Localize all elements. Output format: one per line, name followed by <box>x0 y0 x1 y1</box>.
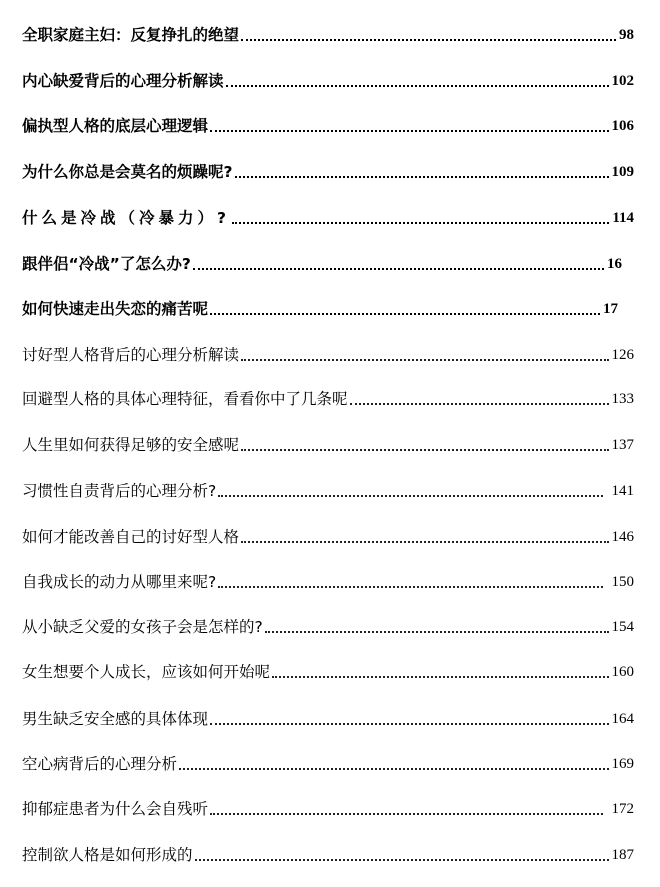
toc-entry-title: 人生里如何获得足够的安全感呢 <box>22 436 240 454</box>
toc-entry[interactable] <box>22 156 634 182</box>
toc-entry-page: 150 <box>611 574 634 590</box>
dot-leader <box>272 676 608 678</box>
toc-entry-page: 106 <box>611 118 634 134</box>
toc-entry-title: 从小缺乏父爱的女孩子会是怎样的? <box>22 618 263 636</box>
toc-entry-title: 跟伴侣“冷战”了怎么办? <box>22 255 191 273</box>
dot-leader <box>235 176 609 178</box>
toc-entry-title: 男生缺乏安全感的具体体现 <box>22 710 209 728</box>
toc-entry[interactable] <box>22 383 634 409</box>
toc-entry-page: 146 <box>611 529 634 545</box>
toc-entry[interactable] <box>22 566 634 592</box>
toc-entry-page: 98 <box>619 27 634 43</box>
dot-leader <box>232 222 609 224</box>
toc-entry-title: 女生想要个人成长，应该如何开始呢 <box>22 663 271 681</box>
toc-entry-title: 偏执型人格的底层心理逻辑 <box>22 117 209 135</box>
toc-entry[interactable] <box>22 429 634 455</box>
toc-entry-title: 控制欲人格是如何形成的 <box>22 846 193 864</box>
toc-entry[interactable] <box>22 793 634 819</box>
toc-entry-page: 160 <box>611 664 634 680</box>
toc-entry-page: 126 <box>611 347 634 363</box>
dot-leader <box>210 813 602 815</box>
dot-leader <box>241 359 608 361</box>
toc-entry-title: 讨好型人格背后的心理分析解读 <box>22 346 240 364</box>
dot-leader <box>241 541 608 543</box>
toc-entry[interactable] <box>22 521 634 547</box>
toc-entry-page: 17 <box>603 301 618 317</box>
dot-leader <box>193 268 604 270</box>
dot-leader <box>218 586 602 588</box>
toc-entry-title: 空心病背后的心理分析 <box>22 755 178 773</box>
toc-entry-title: 全职家庭主妇：反复挣扎的绝望 <box>22 26 240 44</box>
toc-entry-page: 169 <box>611 756 634 772</box>
dot-leader <box>265 631 609 633</box>
toc-entry[interactable] <box>22 475 634 501</box>
toc-entry-title: 如何快速走出失恋的痛苦呢 <box>22 300 209 318</box>
toc-entry[interactable] <box>22 656 634 682</box>
toc-entry-page: 172 <box>611 801 634 817</box>
toc-entry-title: 习惯性自责背后的心理分析? <box>22 482 217 500</box>
toc-entry-title: 什么是冷战（冷暴力）? <box>22 209 230 227</box>
toc-entry-title: 抑郁症患者为什么会自残听 <box>22 800 209 818</box>
toc-entry-page: 137 <box>611 437 634 453</box>
toc-entry-page: 114 <box>612 210 634 226</box>
toc-entry-page: 109 <box>611 164 634 180</box>
toc-entry[interactable] <box>22 248 634 274</box>
toc-entry-page: 154 <box>611 619 634 635</box>
dot-leader <box>210 130 608 132</box>
toc-entry[interactable] <box>22 19 634 45</box>
toc-entry[interactable] <box>22 110 634 136</box>
dot-leader <box>241 449 608 451</box>
toc-entry[interactable] <box>22 202 634 228</box>
dot-leader <box>350 403 609 405</box>
toc-entry-title: 为什么你总是会莫名的烦躁呢? <box>22 163 233 181</box>
toc-entry[interactable] <box>22 611 634 637</box>
toc-entry[interactable] <box>22 839 634 865</box>
dot-leader <box>179 768 608 770</box>
dot-leader <box>210 313 600 315</box>
toc-entry[interactable] <box>22 703 634 729</box>
toc-entry-page: 16 <box>607 256 622 272</box>
toc-entry[interactable] <box>22 748 634 774</box>
dot-leader <box>195 859 609 861</box>
dot-leader <box>218 495 602 497</box>
dot-leader <box>210 723 608 725</box>
toc-entry[interactable] <box>22 293 634 319</box>
dot-leader <box>241 39 616 41</box>
toc-entry-page: 141 <box>611 483 634 499</box>
toc-entry-title: 自我成长的动力从哪里来呢? <box>22 573 217 591</box>
toc-entry-page: 187 <box>611 847 634 863</box>
dot-leader <box>226 85 609 87</box>
toc-entry-page: 164 <box>611 711 634 727</box>
toc-entry[interactable] <box>22 65 634 91</box>
toc-entry-title: 内心缺爱背后的心理分析解读 <box>22 72 224 90</box>
toc-entry-page: 133 <box>611 391 634 407</box>
toc-entry-title: 回避型人格的具体心理特征，看看你中了几条呢 <box>22 390 348 408</box>
toc-entry-page: 102 <box>611 73 634 89</box>
toc-entry-title: 如何才能改善自己的讨好型人格 <box>22 528 240 546</box>
toc-entry[interactable] <box>22 339 634 365</box>
